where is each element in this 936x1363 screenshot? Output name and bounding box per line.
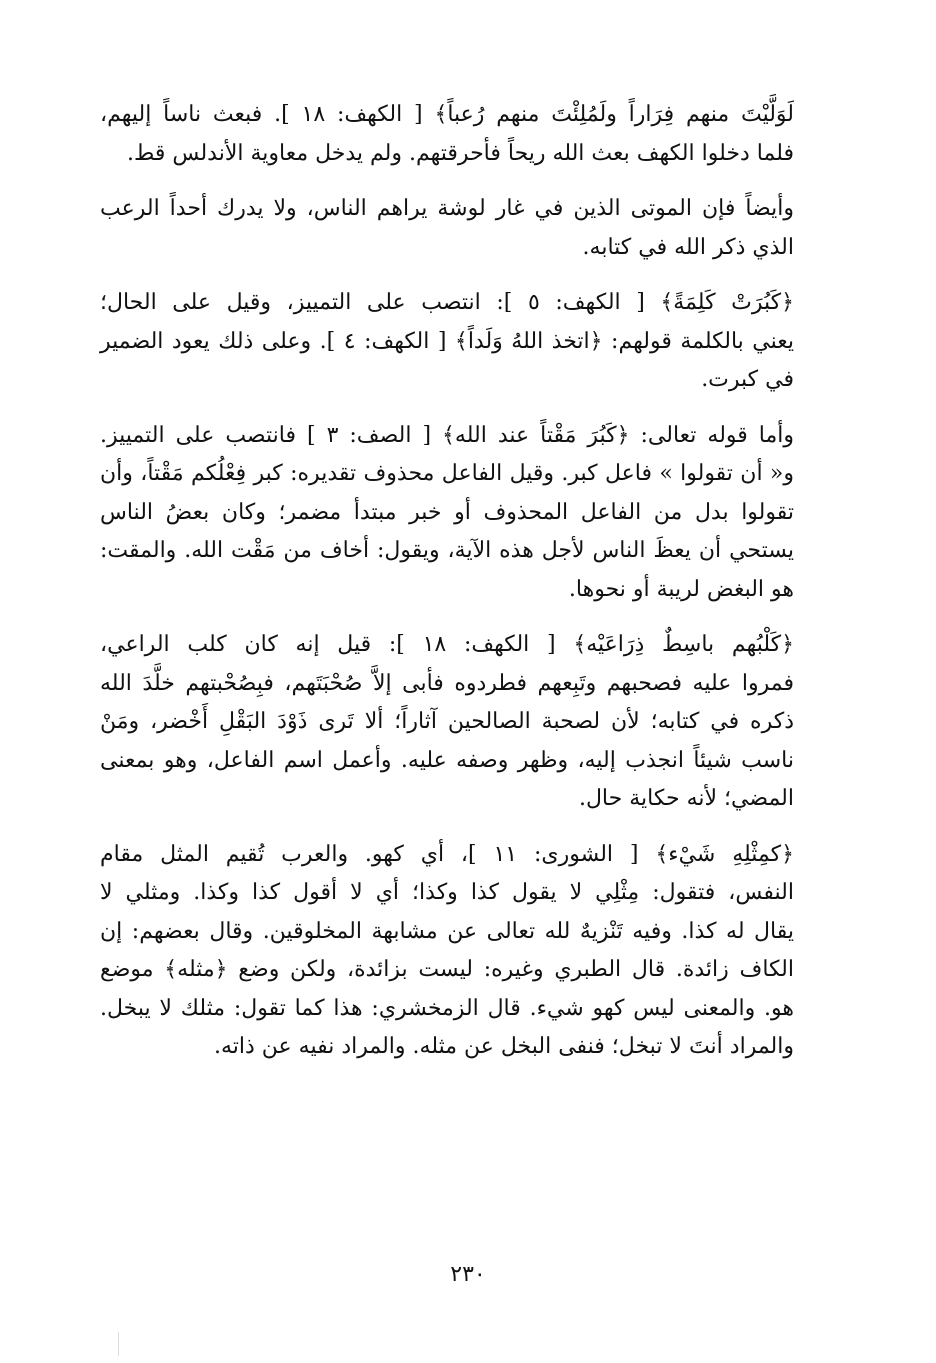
text-line: فلما دخلوا الكهف بعث الله ريحاً فأحرقتهم. ولم يدخل معاوية الأندلس قط. (127, 140, 794, 166)
text-line: الذي ذكر الله في كتابه. (582, 234, 794, 260)
text-line: يستحي أن يعظَ الناس لأجل هذه الآية، ويقول: أخاف من مَقْت الله. والمقت: (100, 538, 794, 563)
paragraph-6 (100, 836, 794, 1067)
text-line: لَوَلَّيْتَ منهم فِرَاراً ولَمُلِئْتَ منهم رُعباً﴾ [ الكهف: ١٨ ]. فبعث ناساً إليهم، (100, 102, 794, 127)
text-line: يعني بالكلمة قولهم: ﴿اتخذ اللهُ وَلَداً﴾ [ الكهف: ٤ ]. وعلى ذلك يعود الضمير (100, 328, 795, 354)
page-number: ٢٣٠ (450, 1262, 486, 1287)
text-line: فمروا عليه فصحبهم وتَبِعهم فطردوه فأبى إلاَّ صُحْبَتَهم، فبِصُحْبتهم خلَّدَ الله (100, 670, 794, 696)
text-line: ذكره في كتابه؛ لأن لصحبة الصالحين آثاراً؛ ألا تَرى ذَوْدَ البَقْلِ أَخْضر، ومَنْ (100, 709, 794, 734)
paragraph-2 (100, 190, 794, 267)
text-line: في كبرت. (701, 367, 794, 392)
paragraph-3 (100, 284, 794, 400)
text-line: وأما قوله تعالى: ﴿كَبُرَ مَقْتاً عند الله﴾ [ الصف: ٣ ] فانتصب على التمييز. (100, 422, 795, 448)
text-line: والمراد أنتَ لا تبخل؛ فنفى البخل عن مثله. والمراد نفيه عن ذاته. (213, 1034, 794, 1059)
text-line: ﴿كَلْبُهم باسِطٌ ذِرَاعَيْه﴾ [ الكهف: ١٨ ]: قيل إنه كان كلب الراعي، (100, 632, 794, 657)
text-line: هو البغض لريبة أو نحوها. (568, 576, 794, 602)
paragraph-4 (100, 417, 794, 610)
text-line: ناسب شيئاً انجذب إليه، وظهر وصفه عليه. وأعمل اسم الفاعل، وهو بمعنى (100, 747, 794, 773)
text-line: النفس، فتقول: مِثْلِي لا يقول كذا وكذا؛ أي لا أقول كذا وكذا. ومثلي لا (100, 880, 794, 905)
text-line: هو. والمعنى ليس كهو شيء. قال الزمخشري: هذا كما تقول: مثلك لا يبخل. (100, 995, 794, 1021)
text-line: ﴿كَبُرَتْ كَلِمَةً﴾ [ الكهف: ٥ ]: انتصب على التمييز، وقيل على الحال؛ (100, 290, 794, 315)
text-line: تقولوا بدل من الفاعل المحذوف أو خبر مبتدأ مضمر؛ وكان بعضُ الناس (100, 499, 794, 525)
paragraph-1 (100, 96, 794, 173)
text-line: المضي؛ لأنه حكاية حال. (578, 786, 794, 811)
scan-edge-mark (118, 1332, 119, 1356)
text-line: الكاف زائدة. قال الطبري وغيره: ليست بزائدة، ولكن وضع ﴿مثله﴾ موضع (100, 957, 794, 982)
text-line: ﴿كمِثْلِهِ شَيْء﴾ [ الشورى: ١١ ]، أي كهو. والعرب تُقيم المثل مقام (100, 841, 794, 867)
paragraph-5 (100, 626, 794, 819)
text-line: يقال له كذا. وفيه تَنْزيهٌ لله تعالى عن مشابهة المخلوقين. وقال بعضهم: إن (100, 918, 794, 944)
text-line: و« أن تقولوا » فاعل كبر. وقيل الفاعل محذوف تقديره: كبر فِعْلُكم مَقْتاً، وأن (100, 461, 794, 486)
text-line: وأيضاً فإن الموتى الذين في غار لوشة يراهم الناس، ولا يدرك أحداً الرعب (100, 196, 794, 221)
